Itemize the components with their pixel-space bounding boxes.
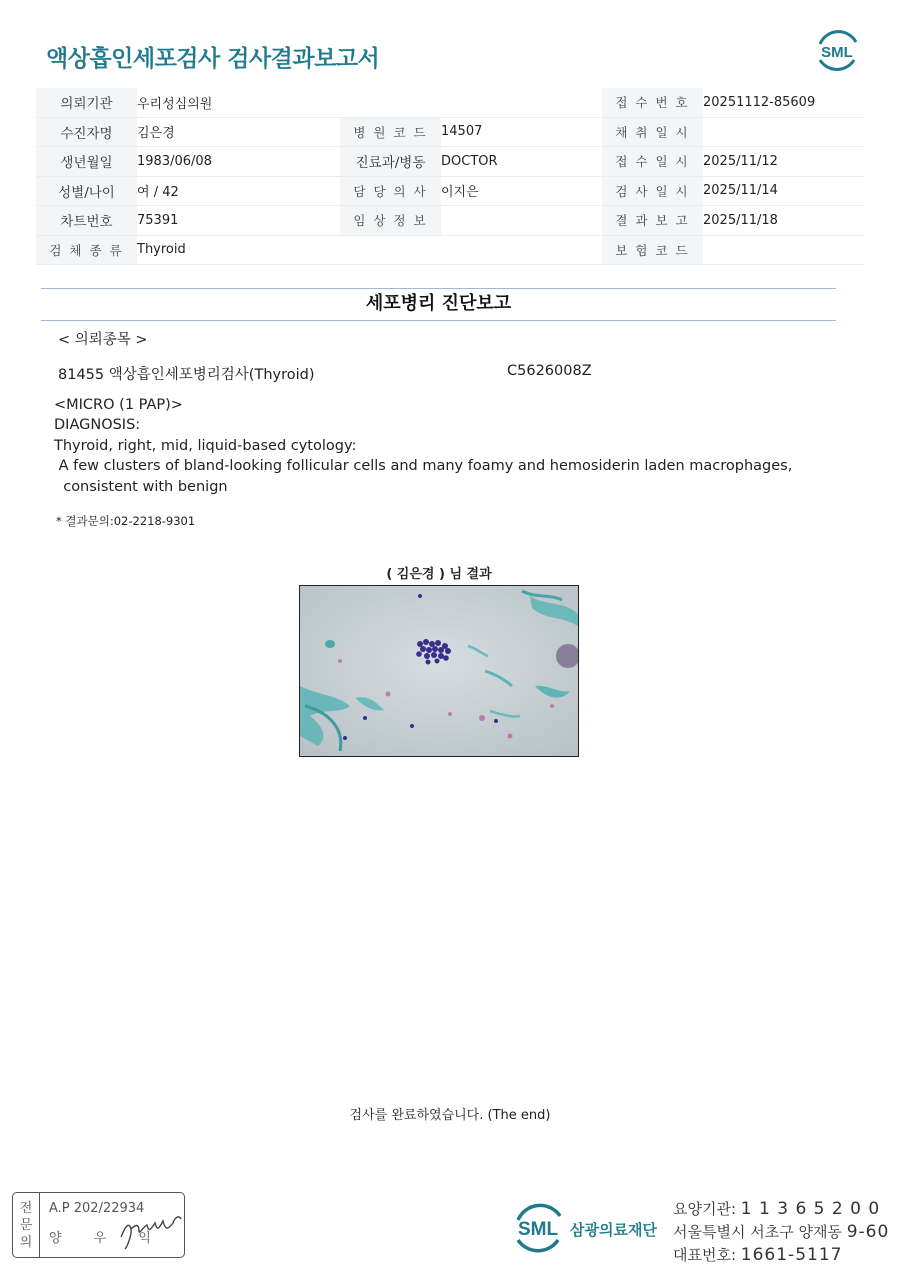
address [673, 1221, 889, 1242]
value-receipt-number: 20251112-85609 [703, 88, 864, 117]
patient-info-table [36, 88, 864, 265]
logo-text: SML [821, 44, 853, 61]
label-patient-name: 수진자명 [36, 117, 137, 147]
value-birth-date: 1983/06/08 [137, 147, 340, 177]
label-clinical-info: 임 상 정 보 [340, 206, 441, 236]
empty-cell [340, 235, 441, 265]
value-clinical-info [441, 206, 602, 236]
label-chart-number: 차트번호 [36, 206, 137, 236]
institution-code [673, 1198, 880, 1219]
footer-logo-text: SML [517, 1219, 559, 1240]
label-specimen-type: 검 체 종 류 [36, 235, 137, 265]
stamp-license: A.P 202/22934 [49, 1201, 145, 1216]
value-insurance-code [703, 235, 864, 265]
label-sex-age: 성별/나이 [36, 176, 137, 206]
microscopy-graphic [300, 586, 578, 756]
cytology-image [299, 585, 579, 757]
institution-code-value: 1 1 3 6 5 2 0 0 [740, 1199, 881, 1219]
value-specimen-type: Thyroid [137, 235, 340, 265]
value-physician: 이지은 [441, 176, 602, 206]
label-hospital-code: 병 원 코 드 [340, 117, 441, 147]
label-receipt-date: 접 수 일 시 [602, 147, 703, 177]
label-birth-date: 생년월일 [36, 147, 137, 177]
report-line: A few clusters of bland-looking follicular cells and many foamy and hemosiderin laden macrophages, [54, 458, 793, 474]
label-test-date: 검 사 일 시 [602, 176, 703, 206]
label-insurance-code: 보 험 코 드 [602, 235, 703, 265]
empty-cell [441, 88, 602, 117]
sml-logo-icon [812, 28, 862, 74]
pathologist-stamp [12, 1192, 185, 1258]
value-receipt-date: 2025/11/12 [703, 147, 864, 177]
value-test-date: 2025/11/14 [703, 176, 864, 206]
order-heading: < 의뢰종목 > [58, 332, 148, 348]
phone-label: 대표번호: [673, 1246, 737, 1264]
info-row [36, 206, 864, 236]
phone-value: 1661-5117 [740, 1245, 843, 1265]
report-line: consistent with benign [54, 479, 228, 495]
foundation-name: 삼광의료재단 [570, 1221, 657, 1239]
value-hospital-code: 14507 [441, 117, 602, 147]
label-physician: 담 당 의 사 [340, 176, 441, 206]
stamp-char: 의 [19, 1234, 33, 1250]
report-title: 액상흡인세포검사 검사결과보고서 [46, 46, 380, 72]
value-sex-age: 여 / 42 [137, 176, 340, 206]
signature-icon [117, 1207, 183, 1251]
value-report-date: 2025/11/18 [703, 206, 864, 236]
order-code: C5626008Z [507, 363, 592, 379]
phone [673, 1244, 842, 1265]
stamp-char: 문 [19, 1217, 33, 1233]
label-collection-date: 채 취 일 시 [602, 117, 703, 147]
order-item: 81455 액상흡인세포병리검사(Thyroid) [58, 367, 315, 383]
address-text: 서울특별시 서초구 양재동 [673, 1223, 842, 1241]
stamp-char: 전 [19, 1200, 33, 1216]
report-line: DIAGNOSIS: [54, 417, 141, 433]
address-number: 9-60 [846, 1222, 890, 1242]
report-line: Thyroid, right, mid, liquid-based cytology: [54, 438, 357, 454]
stamp-name: 양 우 익 [49, 1231, 165, 1246]
image-caption: ( 김은경 ) 님 결과 [386, 567, 492, 582]
label-receipt-number: 접 수 번 호 [602, 88, 703, 117]
empty-cell [340, 88, 441, 117]
info-row [36, 176, 864, 206]
stamp-vertical-label [13, 1193, 40, 1257]
info-row [36, 235, 864, 265]
info-row [36, 88, 864, 117]
institution-code-label: 요양기관: [673, 1200, 737, 1218]
sml-footer-logo-icon [508, 1198, 568, 1258]
report-line: <MICRO (1 PAP)> [54, 397, 183, 413]
value-department: DOCTOR [441, 147, 602, 177]
label-requesting-institution: 의뢰기관 [36, 88, 137, 117]
end-text: 검사를 완료하였습니다. (The end) [349, 1108, 551, 1123]
inquiry-contact: * 결과문의:02-2218-9301 [56, 514, 196, 528]
value-collection-date [703, 117, 864, 147]
label-department: 진료과/병동 [340, 147, 441, 177]
label-report-date: 결 과 보 고 [602, 206, 703, 236]
section-bottom-rule [41, 320, 836, 321]
info-row [36, 117, 864, 147]
info-row [36, 147, 864, 177]
value-chart-number: 75391 [137, 206, 340, 236]
value-patient-name: 김은경 [137, 117, 340, 147]
empty-cell [441, 235, 602, 265]
value-requesting-institution: 우리성심의원 [137, 88, 340, 117]
section-title: 세포병리 진단보고 [365, 293, 512, 314]
